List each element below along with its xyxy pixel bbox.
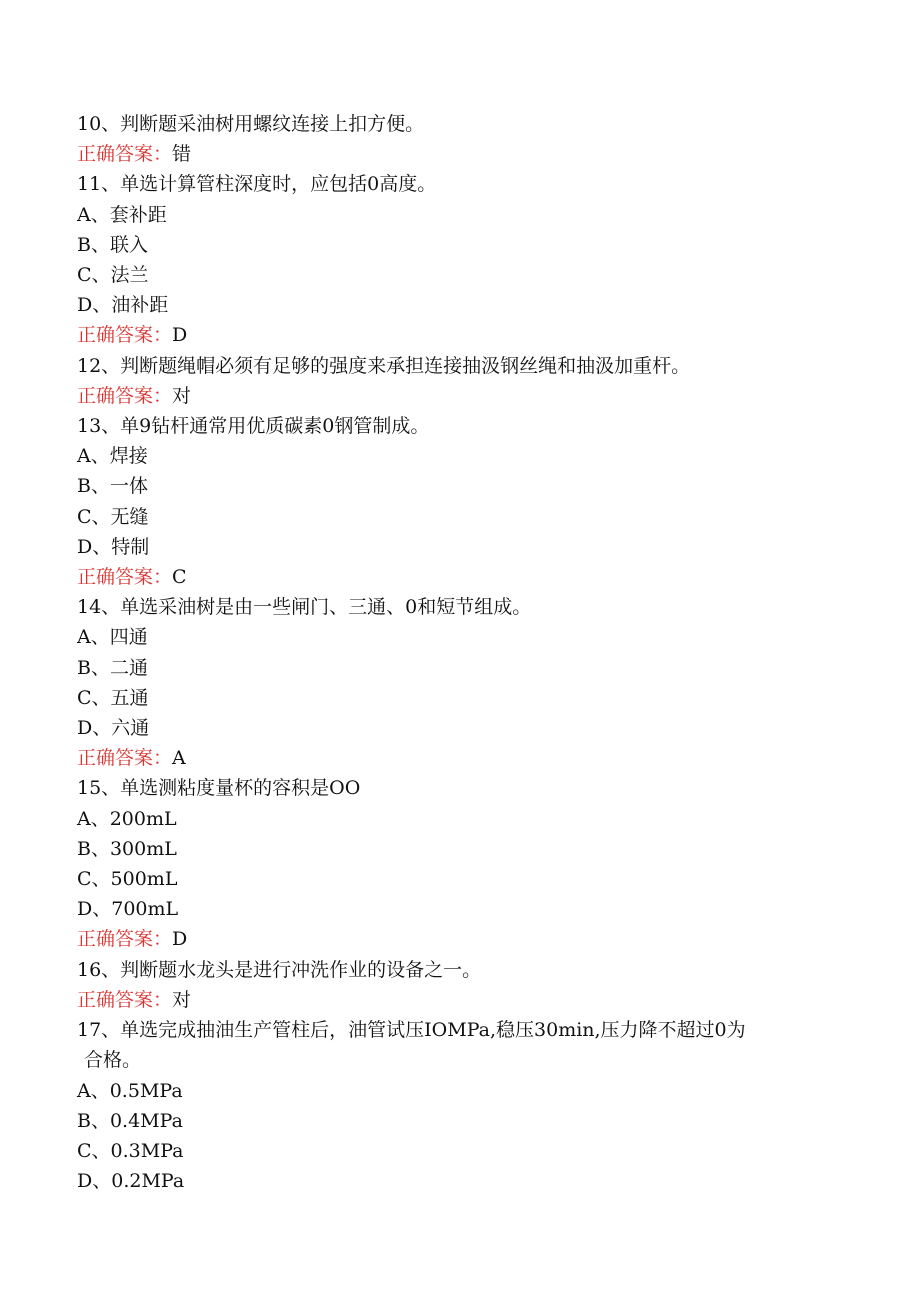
- option-item: C、无缝: [77, 505, 149, 528]
- answer-value: D: [172, 928, 188, 951]
- answer-value: 错: [172, 143, 192, 166]
- question-text: 11、单选计算管柱深度时，应包括0高度。: [77, 173, 437, 196]
- answer-line: [77, 743, 847, 773]
- option-item: B、二通: [77, 656, 148, 679]
- question-text: [77, 1015, 847, 1075]
- question-text-line1: 17、单选完成抽油生产管柱后，油管试压IOMPa,稳压30min,压力降不超过0为: [77, 1019, 746, 1042]
- question-text: 13、单9钻杆通常用优质碳素0钢管制成。: [77, 415, 430, 438]
- option-item: B、联入: [77, 233, 148, 256]
- answer-label: 正确答案：: [77, 747, 173, 770]
- answer-value: 对: [172, 384, 192, 407]
- answer-label: 正确答案：: [77, 384, 173, 407]
- answer-label: 正确答案：: [77, 143, 173, 166]
- answer-line: [77, 139, 847, 169]
- option-item: B、一体: [77, 475, 148, 498]
- question-text-line2: 合格。: [84, 1049, 142, 1072]
- option-item: A、焊接: [77, 445, 148, 468]
- option-item: D、六通: [77, 717, 150, 740]
- option-item: C、法兰: [77, 264, 149, 287]
- option-item: B、0.4MPa: [77, 1109, 183, 1132]
- question-text: 10、判断题采油树用螺纹连接上扣方便。: [77, 113, 425, 135]
- question-text: 14、单选采油树是由一些闸门、三通、0和短节组成。: [77, 596, 532, 619]
- option-item: A、四通: [77, 626, 148, 649]
- answer-label: 正确答案：: [77, 566, 173, 589]
- answer-label: 正确答案：: [77, 324, 173, 347]
- option-item: D、油补距: [77, 294, 169, 317]
- question-text: 12、判断题绳帽必须有足够的强度来承担连接抽汲钢丝绳和抽汲加重杆。: [77, 354, 691, 377]
- answer-label: 正确答案：: [77, 988, 173, 1011]
- answer-line: [77, 320, 847, 350]
- question-text: 16、判断题水龙头是进行冲洗作业的设备之一。: [77, 958, 482, 981]
- question-text: 15、单选测粘度量杯的容积是OO: [77, 777, 361, 800]
- answer-line: [77, 562, 847, 592]
- option-item: D、特制: [77, 535, 150, 558]
- answer-line: [77, 985, 847, 1015]
- answer-line: [77, 924, 847, 954]
- option-item: A、200mL: [77, 807, 177, 830]
- option-item: B、300mL: [77, 837, 177, 860]
- option-item: A、0.5MPa: [77, 1079, 183, 1102]
- answer-value: 对: [172, 988, 192, 1011]
- option-item: C、五通: [77, 686, 149, 709]
- answer-value: C: [172, 566, 187, 589]
- option-item: A、套补距: [77, 203, 167, 226]
- answer-value: D: [172, 324, 188, 347]
- answer-value: A: [172, 747, 186, 770]
- option-item: C、500mL: [77, 868, 178, 891]
- answer-label: 正确答案：: [77, 928, 173, 951]
- option-item: D、0.2MPa: [77, 1170, 185, 1193]
- option-item: C、0.3MPa: [77, 1139, 184, 1162]
- answer-line: [77, 381, 847, 411]
- option-item: D、700mL: [77, 898, 179, 921]
- question-list: [77, 109, 847, 1196]
